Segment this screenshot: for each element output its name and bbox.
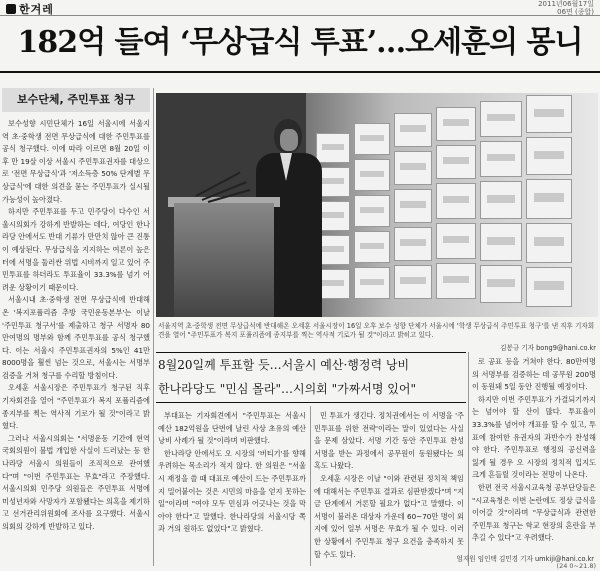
paragraph: 오세훈 시장은 이날 "이와 관련된 정치적 책임에 대해서는 주민투표 결과로 심판받겠다"며 "지금 단계에서 거론할 필요가 없다"고 말했다. 이 서명이 불러온 대상자 가운데 60~70만 명이 외지에 있어 일부 서명은 무효가 될 수 있다. 이러한 상황에서 주민투표 청구 요건을 충족하지 못할 수도 있다. [314,473,464,559]
ballot-box [436,183,476,219]
ballot-box [526,137,572,175]
ballot-box [354,231,390,263]
byline: 엄지원 임인택 김민경 기자 umkiji@hani.co.kr [456,555,594,563]
headline-rule [0,71,600,73]
masthead [0,0,600,16]
ballot-box [436,107,476,141]
subhead-rule [156,402,466,403]
paragraph: 그러나 서울시의회는 "서명운동 기간에 현역 국회의원이 불법 개입한 사실이 드러났는 등 한나라당 서울시 의원들이 조직적으로 관여했다"며 "이번 주민투표는 무효"라고 주장했다. 서울시의회 민주당 의원들은 주민투표 서명에 미성년자와 사망자가 포함됐다는 의혹을 제기하고 선거관리위원회에 조사를 요구했다. 서울시의회의 강하게 반발하고 있다. [2,433,150,531]
article-column-right [472,356,596,550]
subheadline-2: 한나라당도 "민심 몰라"…시의회 "가짜서명 있어" [158,382,416,396]
page-section: 06면 (종합) [557,8,594,16]
photo-credit: 김봉규 기자 bong9@hani.co.kr [500,344,596,352]
ballot-box [480,265,522,303]
paragraph: 한편 전국 서울시교육청 공부단당들은 "시교육청은 이번 논란에도 정상 급식을 이어갈 것"이라며 "무상급식과 관련한 주민투표 청구는 학교 현장의 혼란을 부추길 수 있다"고 우려했다. [472,482,596,543]
speaker-figure-part [280,129,298,151]
ballot-box [354,159,390,191]
side-title: 보수단체, 주민투표 청구 [2,88,150,112]
logo-seal-icon [6,4,16,14]
ballot-box [394,151,432,185]
ballot-box [526,223,572,263]
paragraph: 민 투표가 생긴다. 정치권에서는 이 서명을 '주민투표를 위한 전략'이라는 말이 있었다는 사실을 문제 삼았다. 서명 기간 동안 주민투표 찬성 서명을 받는 과정에서 공무원이 동원됐다는 의혹도 나왔다. [314,411,464,471]
ballot-box [480,101,522,137]
photo-caption: 서울지역 초·중학생 전면 무상급식에 반대해온 오세훈 서울시장이 16일 오후 보수 성향 단체가 서울시에 '학생 무상급식 주민투표 청구'를 낸 직후 기자회견을 열어 "주민투표가 복지 포퓰리즘에 종지부를 찍는 역사적 기로가 될 것"이라고 밝히고 있다. [158,322,595,339]
ballot-box [480,223,522,261]
article-column-left [2,118,150,564]
press-photo [156,93,598,317]
ballot-box [394,189,432,223]
ballot-box [354,123,390,155]
issue-date: 2011년06월17일 [538,0,594,8]
article-column-mid-a [158,410,306,564]
headline: 182억 들여 ‘무상급식 투표’…오세훈의 몽니 [17,25,583,60]
ballot-box-wall [306,93,598,317]
column-divider [468,352,469,566]
logo-text: 한겨레 [19,3,54,16]
paragraph: 서울시내 초·중학생 전면 무상급식에 반대해온 '복지포퓰리즘 추방 국민운동본부'는 이날 '주민투표 청구서'를 제출하고 청구 서명자 80만여명의 명부와 함께 주민투표를 공식 청구했다. 이는 서울시 주민투표권자의 5%인 41만8000명을 훨씬 넘는 것으로, 서울시는 서명부 검증을 거쳐 청구를 수리할 방침이다. [2,295,150,380]
ballot-box [526,95,572,133]
article-column-mid-b [314,410,464,564]
ballot-box [354,267,390,299]
ballot-box [526,179,572,219]
ballot-box [526,267,572,307]
ballot-box [436,263,476,299]
ballot-box [436,223,476,259]
newspaper-logo [6,1,54,17]
dateline [538,0,594,16]
podium [174,203,274,317]
paragraph: 하지만 이번 주민투표가 가결되기까지는 넘어야 할 산이 많다. 투표율이 33.3%를 넘어야 개표를 할 수 있고, 투표에 참여한 유권자의 과반수가 찬성해야 한다. 주민투표로 행정의 공신력을 잃게 될 경우 오 시장의 정치적 입지도 크게 흔들릴 것이라는 전망이 나온다. [472,394,596,480]
paragraph: 한나라당 안에서도 오 시장의 '버티기'를 향해 우려하는 목소리가 적지 않다. 한 의원은 "서울시 재정을 쓸 때 대표로 예산이 드는 주민투표까지 밀어붙이는 것은 시민의 마음을 얻지 못하는 일"이라며 "여야 모두 민심과 어긋나는 것을 막아야 한다"고 말했다. 한나라당의 서울시당 쪽과 거의 원하도 없었다"고 밝혔다. [158,448,306,534]
paragraph: 하지만 주민투표를 두고 민주당이 다수인 서울시의회가 강하게 반발하는 데다, 여당인 한나라당 안에서도 반대 기류가 만만치 않아 큰 진통이 예상된다. 무상급식을 지지하는 여론이 높은 터에 서명을 둘러싼 위법 시비까지 일고 있어 주민투표를 하더라도 투표율이 33.3%를 넘기 어려운 상황이기 때문이다. [2,207,150,292]
paragraph: 오세훈 서울시장은 주민투표가 청구된 직후 기자회견을 열어 "주민투표가 복지 포퓰리즘에 종지부를 찍는 역사적 기로가 될 것"이라고 밝혔다. [2,383,150,431]
subheadline-1: 8월20일께 투표할 듯…서울시 예산·행정력 낭비 [158,358,410,372]
column-divider [153,88,154,566]
ballot-box [354,195,390,227]
ballot-box [394,227,432,261]
paragraph: 부대표는 기자회견에서 "주민투표는 서울시 예산 182억원을 단번에 날린 사상 초유의 예산낭비 사례가 될 것"이라며 비판했다. [158,411,306,446]
subhead-rule [156,352,466,353]
paragraph: 보수성향 시민단체가 16일 서울시에 서울지역 초·중학생 전면 무상급식에 대한 주민투표를 공식 청구했다. 이에 따라 이르면 8월 20일 이후 만 19살 이상 서울시 주민투표권자를 대상으로 '전면 무상급식'과 '저소득층 50% 단계별 무상급식'에 대한 의견을 묻는 주민투표가 실시될 가능성이 높아졌다. [2,119,150,204]
ballot-box [436,145,476,179]
ballot-box [480,141,522,177]
paragraph: 로 공표 등을 거쳐야 한다. 80만여명의 서명부를 검증하는 데 공무원 200명이 동원돼 5일 동안 진행될 예정이다. [472,357,596,392]
ballot-box [480,181,522,219]
page-code: (24 0~21.8) [556,562,596,570]
ballot-box [394,265,432,299]
column-divider [310,406,311,566]
ballot-box [394,113,432,147]
